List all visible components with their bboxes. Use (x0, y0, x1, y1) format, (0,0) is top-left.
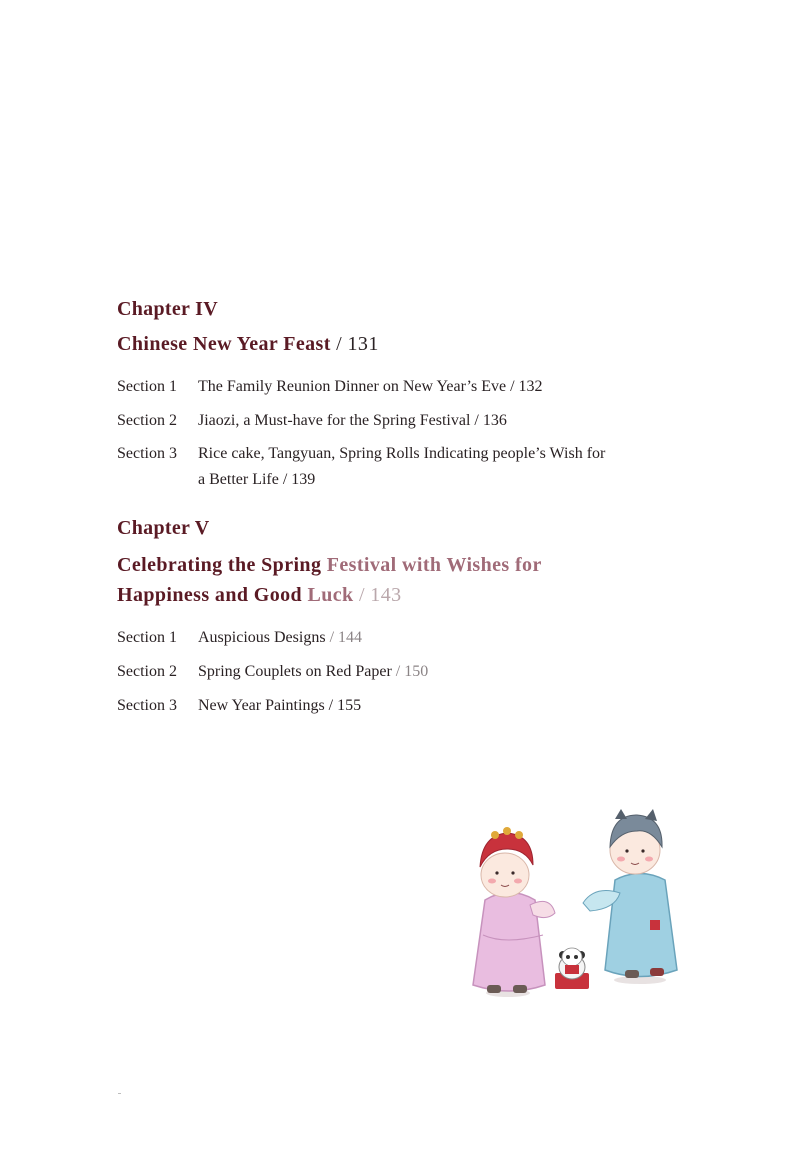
chapter-5-title-line2 (117, 580, 542, 610)
toc-entry-4-1[interactable] (117, 374, 618, 400)
chapter-5-title[interactable] (117, 550, 542, 610)
chapter-5-label: Chapter V (117, 517, 210, 539)
section-title: Jiaozi, a Must-have for the Spring Festival (198, 412, 471, 429)
section-page: / 136 (474, 412, 507, 429)
boy-figure (583, 809, 677, 984)
chapter-5-title-part: Happiness and Good (117, 584, 303, 606)
toc-entry-5-1[interactable] (117, 625, 618, 651)
section-page: / 150 (395, 663, 429, 680)
section-number: Section 2 (117, 412, 177, 429)
chapter-4-title[interactable] (117, 329, 379, 359)
section-page: / 144 (329, 629, 363, 646)
section-title: Auspicious Designs (198, 629, 326, 646)
section-number: Section 2 (117, 663, 177, 680)
section-page: / 132 (510, 378, 543, 395)
section-number: Section 3 (117, 697, 177, 714)
section-number: Section 1 (117, 378, 177, 395)
children-greeting-illustration (455, 805, 695, 1010)
section-title: The Family Reunion Dinner on New Year’s Eve (198, 378, 507, 395)
section-page: / 139 (282, 471, 316, 488)
section-number: Section 3 (117, 445, 177, 462)
scan-speck (118, 1093, 121, 1094)
chapter-5-title-line1 (117, 550, 542, 580)
chapter-5-title-part: Festival with Wishes for (326, 554, 542, 576)
toc-entry-4-3[interactable] (117, 441, 613, 493)
chapter-4-page: / 131 (336, 333, 379, 355)
toc-entry-5-3[interactable] (117, 693, 618, 719)
section-title: New Year Paintings (198, 697, 325, 714)
chapter-5-title-part: Luck (307, 584, 354, 606)
section-page: / 155 (328, 697, 362, 714)
section-title: Rice cake, Tangyuan, Spring Rolls Indicating people’s Wish for a Better Life (198, 445, 606, 488)
chapter-4-label: Chapter IV (117, 298, 218, 320)
section-number: Section 1 (117, 629, 177, 646)
chapter-4-title-text: Chinese New Year Feast (117, 333, 331, 355)
chapter-5-page: / 143 (358, 584, 402, 606)
section-title: Spring Couplets on Red Paper (198, 663, 392, 680)
toc-entry-5-2[interactable] (117, 659, 618, 685)
girl-figure (473, 827, 555, 997)
toc-entry-4-2[interactable] (117, 408, 618, 434)
chapter-5-title-part: Celebrating the Spring (117, 554, 322, 576)
panda-figure (555, 948, 589, 989)
